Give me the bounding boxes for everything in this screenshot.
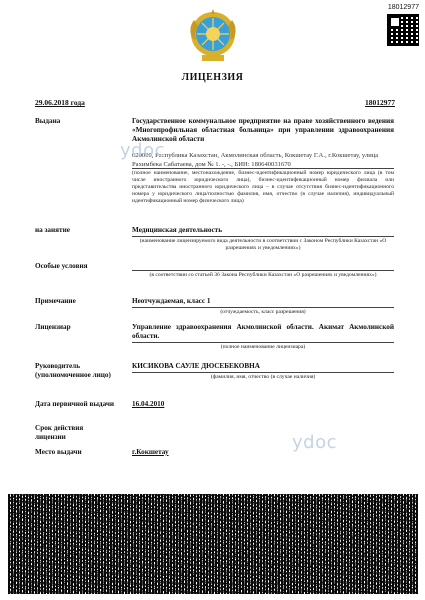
issued-note: (полное наименование, местонахождение, бизнес-идентификационный номер юридического лица (в том числе иностранного юридического лица), бизнес-идентификационный номер филиала или представительства иностранного юридического лица – в случае отсутствия бизнес-идентификационного номера у юридического лица/полностью фамилия, имя, отчество (в случае наличия), индивидуальный идентификационный номер физического лица) xyxy=(132,170,394,204)
validity-label: Срок действия лицензии xyxy=(35,424,84,441)
licensor-note: (полное наименование лицензиара) xyxy=(220,344,306,350)
head-note: (фамилия, имя, отчество (в случае наличия) xyxy=(210,374,316,380)
security-barcode-pattern xyxy=(8,494,418,594)
first-issue-value: 16.04.2010 xyxy=(132,400,165,408)
qr-code-icon xyxy=(387,14,419,46)
doc-number-top: 18012977 xyxy=(387,4,419,11)
divider xyxy=(132,168,394,169)
issued-value: Государственное коммунальное предприятие на праве хозяйственного ведения «Многопрофильная областная больница» при управлении здравоохранения Акмолинской области xyxy=(132,117,394,143)
conditions-label: Особые условия xyxy=(35,262,88,270)
issue-date: 29.06.2018 года xyxy=(35,98,85,107)
watermark: ydoc xyxy=(292,432,337,453)
remark-note: (отчуждаемость, класс разрешения) xyxy=(220,309,306,315)
divider xyxy=(132,372,394,373)
state-emblem-icon xyxy=(188,8,238,64)
head-value: КИСИКОВА САУЛЕ ДЮСЕБЕКОВНА xyxy=(132,362,260,370)
issued-label: Выдана xyxy=(35,117,61,125)
licensor-value: Управление здравоохранения Акмолинской области. Акимат Акмолинской области. xyxy=(132,323,394,340)
issued-address: 020000, Республика Казахстан, Акмолинская область, Кокшетау Г.А., г.Кокшетау, улица Рахимбека Сабатаева, дом № 1. -, -., БИН: 180640031670 xyxy=(132,152,379,168)
divider xyxy=(132,270,394,271)
remark-label: Примечание xyxy=(35,297,76,305)
watermark: ydoc xyxy=(120,140,165,161)
remark-value: Неотчуждаемая, класс 1 xyxy=(132,297,211,305)
first-issue-label: Дата первичной выдачи xyxy=(35,400,115,408)
place-label: Место выдачи xyxy=(35,448,82,456)
head-label: Руководитель (уполномоченное лицо) xyxy=(35,362,111,379)
place-value: г.Кокшетау xyxy=(132,448,169,456)
divider xyxy=(132,307,394,308)
activity-note: (наименование лицензируемого вида деятельности в соответствии с Законом Республики Казахстан «О разрешениях и уведомлениях») xyxy=(139,238,387,251)
license-title: ЛИЦЕНЗИЯ xyxy=(181,72,244,83)
licensor-label: Лицензиар xyxy=(35,323,71,331)
license-number: 18012977 xyxy=(365,98,395,107)
divider xyxy=(132,236,394,237)
conditions-note: (в соответствии со статьей 36 Закона Республики Казахстан «О разрешениях и уведомлениях») xyxy=(149,272,377,278)
activity-label: на занятие xyxy=(35,226,70,234)
divider xyxy=(132,342,394,343)
activity-value: Медицинская деятельность xyxy=(132,226,223,234)
